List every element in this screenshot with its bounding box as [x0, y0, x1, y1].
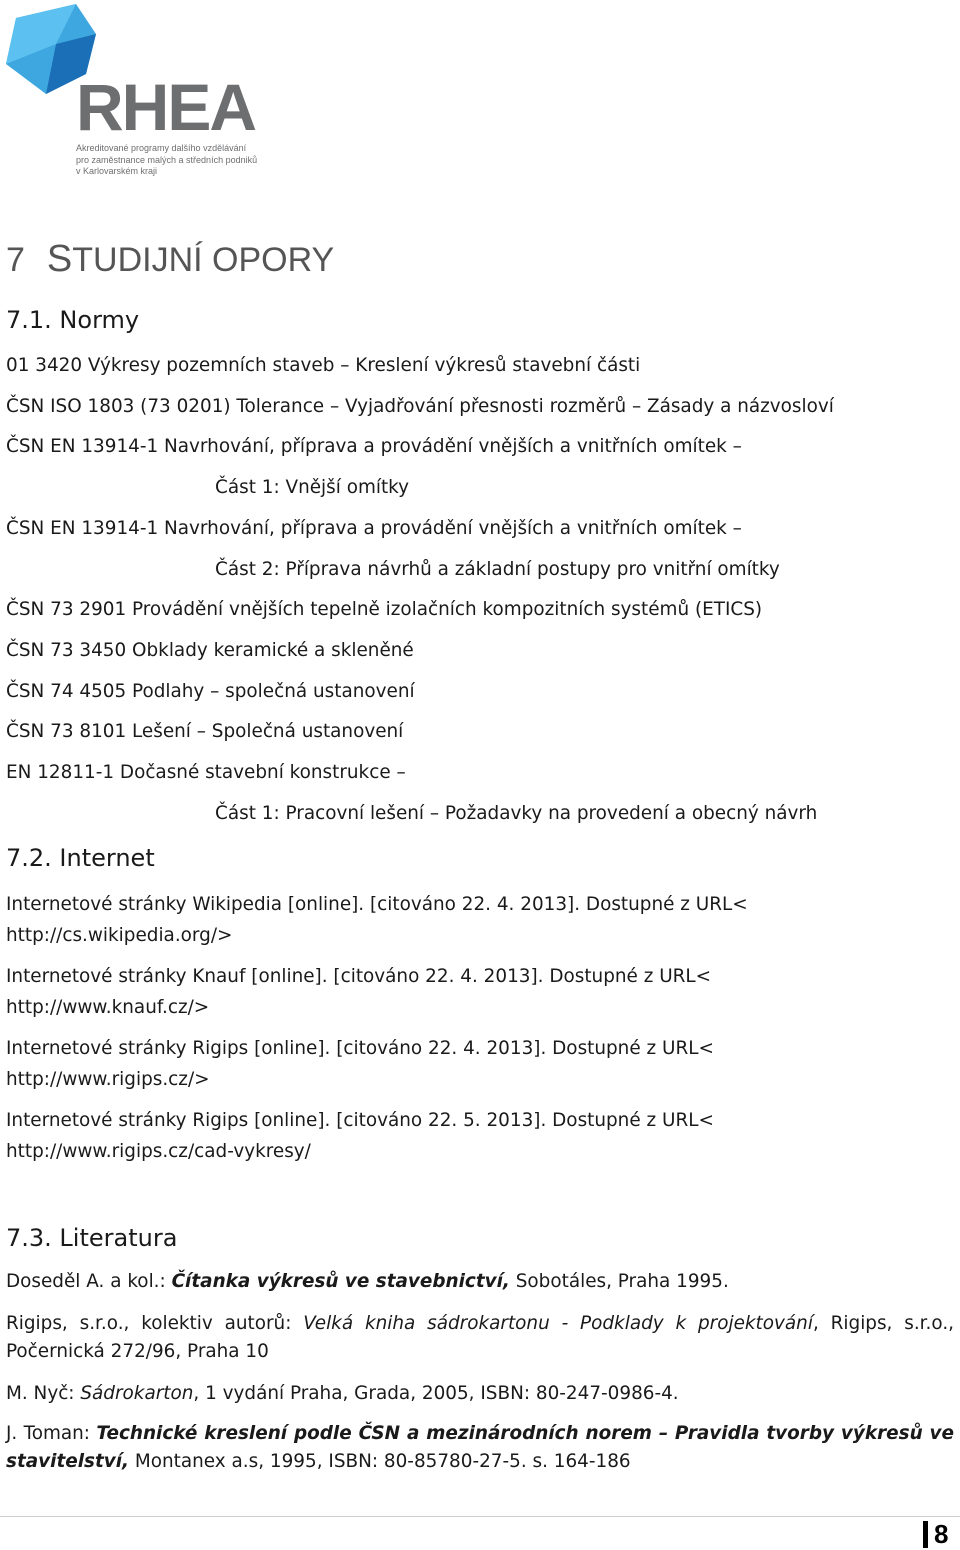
chapter-heading — [6, 238, 334, 281]
internet-url[interactable]: http://www.rigips.cz/cad-vykresy/ — [6, 1141, 311, 1162]
norm-item: ČSN EN 13914-1 Navrhování, příprava a provádění vnějších a vnitřních omítek – — [6, 518, 742, 539]
logo-title: RHEA — [76, 70, 256, 144]
literature-item: J. Toman: Technické kreslení podle ČSN a mezinárodních norem – Pravidla tvorby výkresů ve stavitelství, Montanex a.s, 1995, ISBN: 80-85780-27-5. s. 164-186 — [6, 1423, 955, 1472]
rhea-logo — [6, 4, 266, 179]
literature-title: Čítanka výkresů ve stavebnictví, — [171, 1271, 510, 1292]
internet-url[interactable]: http://www.rigips.cz/> — [6, 1069, 210, 1090]
chapter-title-rest: TUDIJNÍ OPORY — [72, 241, 335, 279]
literature-item: M. Nyč: Sádrokarton, 1 vydání Praha, Grada, 2005, ISBN: 80-247-0986-4. — [6, 1383, 679, 1404]
norm-item: ČSN ISO 1803 (73 0201) Tolerance – Vyjadřování přesnosti rozměrů – Zásady a názvosloví — [6, 396, 834, 417]
internet-item: Internetové stránky Knauf [online]. [citováno 22. 4. 2013]. Dostupné z URL< http://www.knauf.cz/> — [6, 961, 954, 1023]
norm-item: ČSN EN 13914-1 Navrhování, příprava a provádění vnějších a vnitřních omítek – — [6, 436, 742, 457]
footer-divider — [0, 1516, 960, 1517]
internet-url[interactable]: http://www.knauf.cz/> — [6, 997, 210, 1018]
page-number-bar — [923, 1521, 928, 1548]
norm-item: EN 12811-1 Dočasné stavební konstrukce – — [6, 762, 406, 783]
norm-item: ČSN 73 2901 Provádění vnějších tepelně izolačních kompozitních systémů (ETICS) — [6, 599, 763, 620]
literature-title: Velká kniha sádrokartonu - Podklady k projektování — [303, 1313, 813, 1334]
page-number: 8 — [934, 1519, 949, 1549]
literature-title: Sádrokarton — [80, 1383, 194, 1404]
norm-item: ČSN 73 8101 Lešení – Společná ustanovení — [6, 721, 404, 742]
literature-author: Rigips, s.r.o., kolektiv autorů: — [6, 1313, 304, 1334]
norm-item: ČSN 73 3450 Obklady keramické a skleněné — [6, 640, 414, 661]
literature-author: J. Toman: — [6, 1423, 97, 1444]
norm-item: 01 3420 Výkresy pozemních staveb – Kreslení výkresů stavební části — [6, 355, 641, 376]
literature-author: M. Nyč: — [6, 1383, 81, 1404]
norm-item-part: Část 1: Vnější omítky — [215, 477, 410, 498]
literature-author: Doseděl A. a kol.: — [6, 1271, 172, 1292]
logo-subtitle: Akreditované programy dalšího vzdělávání pro zaměstnance malých a středních podniků v Karlovarském kraji — [76, 143, 258, 176]
norm-item-part: Část 1: Pracovní lešení – Požadavky na provedení a obecný návrh — [215, 803, 818, 824]
norm-item: ČSN 74 4505 Podlahy – společná ustanovení — [6, 681, 415, 702]
section-heading-internet: 7.2. Internet — [6, 844, 155, 872]
literature-item: Rigips, s.r.o., kolektiv autorů: Velká kniha sádrokartonu - Podklady k projektování, Rigips, s.r.o., Počernická 272/96, Praha 10 — [6, 1313, 955, 1362]
literature-item: Doseděl A. a kol.: Čítanka výkresů ve stavebnictví, Sobotáles, Praha 1995. — [6, 1271, 729, 1292]
section-heading-literatura: 7.3. Literatura — [6, 1224, 178, 1252]
section-heading-normy: 7.1. Normy — [6, 306, 140, 334]
internet-item: Internetové stránky Rigips [online]. [citováno 22. 5. 2013]. Dostupné z URL< http://www.rigips.cz/cad-vykresy/ — [6, 1105, 954, 1167]
literature-title: Technické kreslení podle ČSN a mezinárodních norem – Pravidla tvorby výkresů ve stavitelství, — [6, 1423, 955, 1472]
internet-item: Internetové stránky Wikipedia [online]. [citováno 22. 4. 2013]. Dostupné z URL< http://cs.wikipedia.org/> — [6, 889, 954, 951]
internet-item: Internetové stránky Rigips [online]. [citováno 22. 4. 2013]. Dostupné z URL< http://www.rigips.cz/> — [6, 1033, 954, 1095]
chapter-number: 7 — [6, 241, 25, 279]
chapter-title-first: S — [46, 238, 73, 280]
internet-url[interactable]: http://cs.wikipedia.org/> — [6, 925, 233, 946]
norm-item-part: Část 2: Příprava návrhů a základní postupy pro vnitřní omítky — [215, 559, 780, 580]
